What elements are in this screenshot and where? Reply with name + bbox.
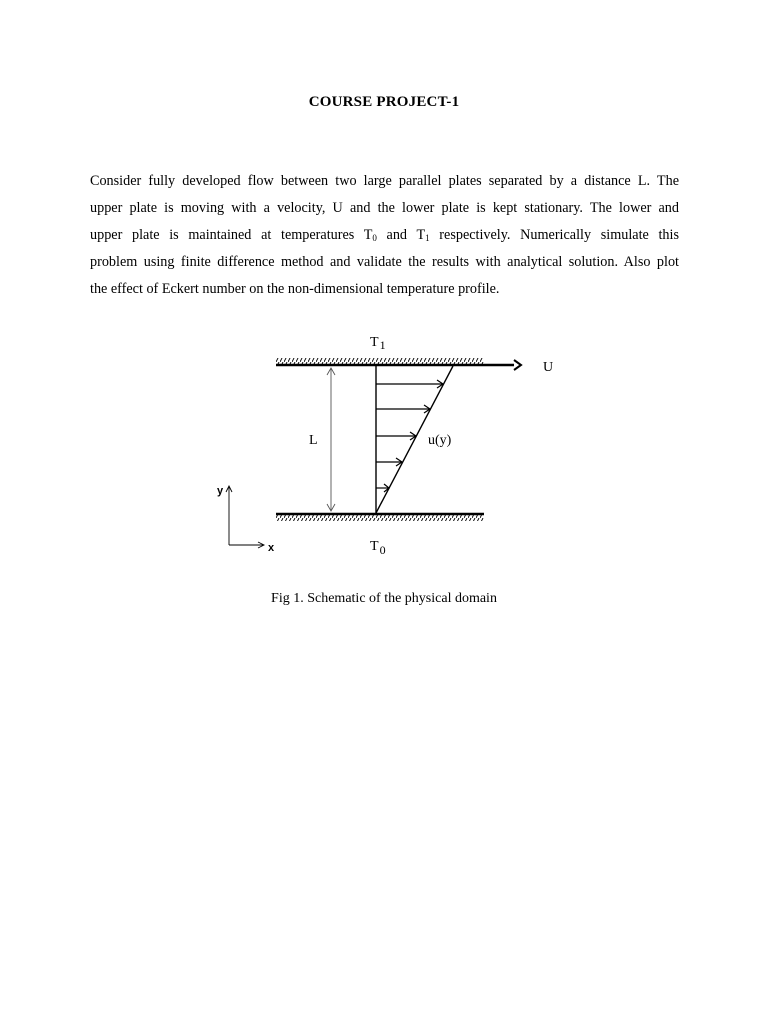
problem-statement xyxy=(90,168,679,303)
upper-temperature-label: T1 xyxy=(370,335,386,352)
lower-temperature-label: T0 xyxy=(370,539,386,557)
schematic-diagram xyxy=(0,320,768,570)
plate-velocity-label: U xyxy=(543,360,554,375)
paragraph-line: problem using finite difference method and validate the results with analytical solution. Also plot xyxy=(90,254,679,270)
subscript-zero: 0 xyxy=(372,233,377,243)
x-axis-label: x xyxy=(268,542,275,554)
lower-plate xyxy=(276,514,484,521)
physical-domain-figure xyxy=(0,320,768,570)
paragraph-line xyxy=(90,222,679,249)
text-segment: respectively. Numerically simulate this xyxy=(429,227,679,243)
paragraph-line: the effect of Eckert number on the non-dimensional temperature profile. xyxy=(90,281,500,297)
gap-label: L xyxy=(309,433,318,448)
paragraph-line: upper plate is moving with a velocity, U and the lower plate is kept stationary. The lower and xyxy=(90,200,679,216)
y-axis-label: y xyxy=(217,485,224,497)
velocity-arrow-icon xyxy=(514,360,521,370)
text-segment: upper plate is maintained at temperatures T xyxy=(90,227,373,243)
coordinate-axes xyxy=(226,486,264,548)
figure-caption: Fig 1. Schematic of the physical domain xyxy=(271,591,497,606)
velocity-profile-label: u(y) xyxy=(428,433,452,448)
gap-dimension xyxy=(327,368,335,511)
paragraph-line: Consider fully developed flow between two large parallel plates separated by a distance L. The xyxy=(90,173,679,189)
text-segment: and T xyxy=(376,227,426,243)
subscript-one: 1 xyxy=(425,233,430,243)
upper-plate xyxy=(276,358,521,370)
page-title: COURSE PROJECT-1 xyxy=(308,94,460,110)
